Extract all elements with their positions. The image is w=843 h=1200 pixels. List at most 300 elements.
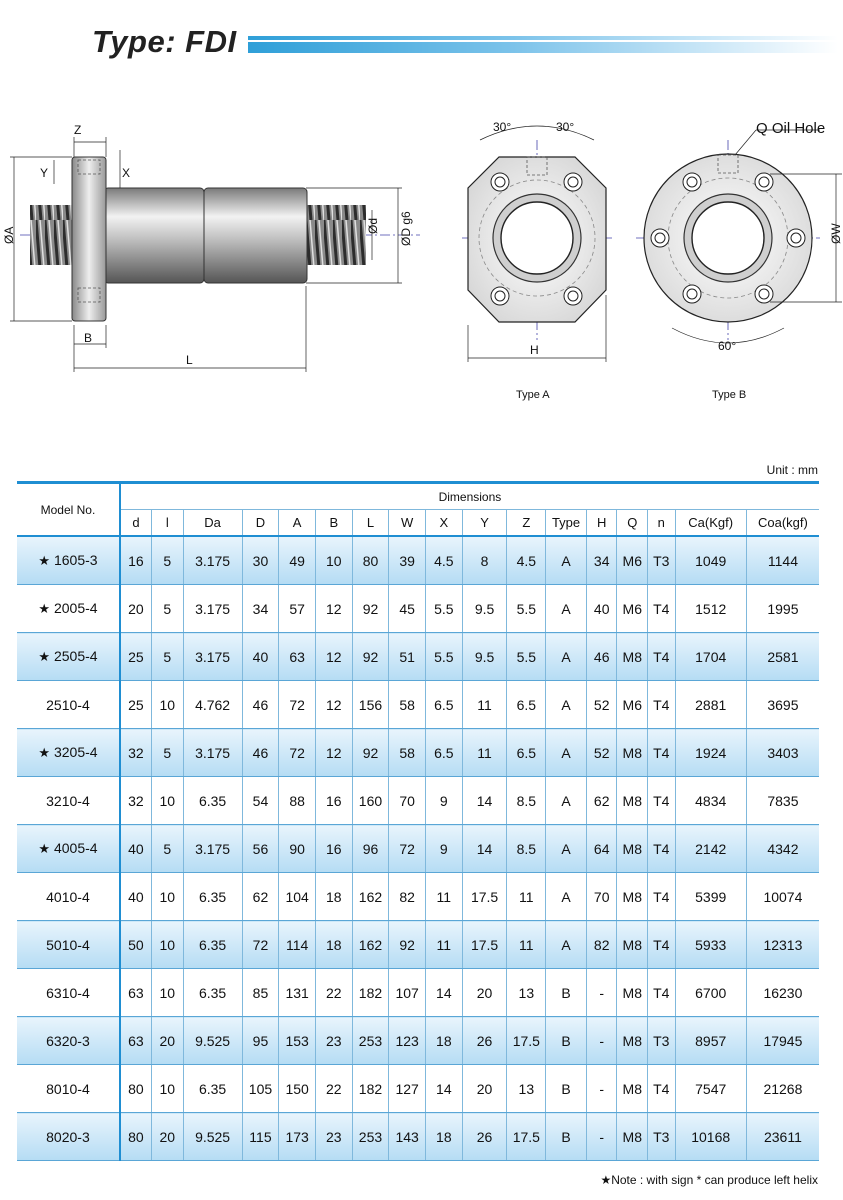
page-header [0,0,843,80]
table-cell: 17.5 [462,921,507,969]
table-row [17,873,819,921]
table-cell: 72 [279,729,316,777]
table-cell: 104 [279,873,316,921]
model-number: 2505-4 [53,648,98,664]
table-cell: M8 [617,633,648,681]
table-cell: 6.35 [183,921,242,969]
model-number: 4005-4 [53,840,98,856]
column-header: B [315,510,352,537]
label-x: X [122,166,131,180]
table-cell: M6 [617,585,648,633]
nut-body-right [204,188,307,283]
table-cell: 2881 [675,681,746,729]
table-cell: 1995 [746,585,819,633]
model-cell [17,633,120,681]
table-cell: 7547 [675,1065,746,1113]
table-cell: 1144 [746,536,819,585]
star-icon: ★ [38,601,50,616]
table-cell: 10 [151,681,183,729]
table-cell: 6.35 [183,777,242,825]
table-cell: M8 [617,921,648,969]
table-cell: T4 [648,585,676,633]
table-cell: 4.5 [507,536,546,585]
table-cell: 62 [586,777,617,825]
column-header: Da [183,510,242,537]
table-cell: 11 [507,873,546,921]
table-cell: M8 [617,873,648,921]
type-b-view [636,120,843,401]
column-header: X [425,510,462,537]
table-cell: B [546,1017,587,1065]
model-number: 8010-4 [46,1080,90,1097]
table-cell: 4.762 [183,681,242,729]
table-cell: 10 [151,969,183,1017]
table-cell: 17.5 [507,1017,546,1065]
table-cell: 3.175 [183,633,242,681]
table-cell: 5 [151,633,183,681]
table-cell: 12 [315,729,352,777]
column-header-model: Model No. [17,483,120,537]
table-cell: 20 [151,1017,183,1065]
table-cell: - [586,1017,617,1065]
nut-body-left [104,188,204,283]
table-cell: 82 [586,921,617,969]
table-cell: 20 [151,1113,183,1161]
table-cell: M8 [617,825,648,873]
table-cell: 92 [352,585,389,633]
table-cell: 131 [279,969,316,1017]
table-cell: 6.5 [507,729,546,777]
table-cell: 16 [120,536,152,585]
table-cell: 64 [586,825,617,873]
table-row [17,729,819,777]
table-cell: B [546,1065,587,1113]
table-cell: 20 [462,1065,507,1113]
table-cell: 63 [120,1017,152,1065]
table-cell: 11 [507,921,546,969]
table-cell: 70 [389,777,426,825]
screw-shaft-right [306,205,366,265]
table-cell: - [586,1065,617,1113]
table-cell: 63 [120,969,152,1017]
table-cell: 115 [242,1113,279,1161]
table-cell: 13 [507,1065,546,1113]
table-cell: 1049 [675,536,746,585]
table-cell: 9.525 [183,1113,242,1161]
table-cell: 45 [389,585,426,633]
table-cell: 56 [242,825,279,873]
star-icon: ★ [38,553,50,568]
table-cell: 18 [425,1017,462,1065]
table-cell: 253 [352,1113,389,1161]
column-group-dimensions: Dimensions [120,483,819,510]
table-cell: 18 [425,1113,462,1161]
table-cell: 25 [120,633,152,681]
table-cell: 1704 [675,633,746,681]
star-icon: ★ [38,649,50,664]
table-cell: T4 [648,969,676,1017]
table-cell: 72 [242,921,279,969]
table-cell: 3403 [746,729,819,777]
table-cell: 4834 [675,777,746,825]
table-cell: 21268 [746,1065,819,1113]
table-cell: 85 [242,969,279,1017]
table-cell: 1924 [675,729,746,777]
unit-label: Unit : mm [766,463,818,477]
table-cell: 58 [389,681,426,729]
table-cell: - [586,969,617,1017]
table-cell: B [546,1113,587,1161]
label-z: Z [74,123,82,137]
table-row [17,777,819,825]
caption-type-b: Type B [712,389,747,401]
technical-drawing [0,100,843,420]
table-cell: 72 [279,681,316,729]
table-cell: 6.35 [183,969,242,1017]
table-cell: 5 [151,825,183,873]
table-cell: 253 [352,1017,389,1065]
label-diameter-dg6: ØD g6 [399,211,413,246]
caption-type-a: Type A [516,389,550,401]
table-cell: 17.5 [507,1113,546,1161]
table-cell: 12313 [746,921,819,969]
label-b: B [84,331,93,345]
table-cell: 150 [279,1065,316,1113]
table-cell: M8 [617,777,648,825]
table-cell: T4 [648,921,676,969]
table-cell: 5 [151,729,183,777]
table-cell: 23 [315,1113,352,1161]
model-number: 8020-3 [46,1128,90,1145]
table-cell: M8 [617,1017,648,1065]
model-number: 2005-4 [53,600,98,616]
table-cell: 32 [120,777,152,825]
table-cell: T4 [648,1065,676,1113]
table-cell: 95 [242,1017,279,1065]
model-cell [17,729,120,777]
table-cell: 13 [507,969,546,1017]
table-cell: 6700 [675,969,746,1017]
model-number: 6310-4 [46,984,90,1001]
table-cell: 10 [151,777,183,825]
label-angle-left: 30° [493,120,512,134]
table-cell: 8.5 [507,825,546,873]
table-cell: 10 [151,873,183,921]
table-cell: 5.5 [425,633,462,681]
table-cell: M8 [617,1065,648,1113]
model-cell [17,1017,120,1065]
table-cell: 92 [352,729,389,777]
model-cell [17,536,120,585]
table-cell: 16 [315,825,352,873]
table-cell: 5933 [675,921,746,969]
table-row [17,633,819,681]
table-cell: 22 [315,969,352,1017]
table-cell: 80 [120,1065,152,1113]
table-cell: 82 [389,873,426,921]
table-cell: 5399 [675,873,746,921]
table-row [17,585,819,633]
table-cell: T3 [648,1017,676,1065]
column-header: D [242,510,279,537]
table-row [17,536,819,585]
table-cell: T4 [648,873,676,921]
table-cell: T3 [648,1113,676,1161]
table-cell: 9.525 [183,1017,242,1065]
table-cell: 10 [151,921,183,969]
label-angle-60: 60° [718,339,737,353]
table-row [17,921,819,969]
table-cell: 10 [151,1065,183,1113]
table-cell: 11 [425,873,462,921]
table-cell: 5.5 [507,585,546,633]
table-cell: 17945 [746,1017,819,1065]
table-cell: 17.5 [462,873,507,921]
table-cell: M8 [617,729,648,777]
table-cell: M8 [617,1113,648,1161]
table-cell: 54 [242,777,279,825]
label-oil-hole: Q Oil Hole [756,120,826,137]
side-view [2,123,420,372]
table-cell: B [546,969,587,1017]
table-cell: 114 [279,921,316,969]
table-cell: 12 [315,633,352,681]
table-cell: 46 [242,729,279,777]
table-cell: 46 [242,681,279,729]
table-cell: 7835 [746,777,819,825]
table-cell: 6.5 [507,681,546,729]
table-cell: 6.5 [425,729,462,777]
table-cell: 8.5 [507,777,546,825]
table-cell: 3695 [746,681,819,729]
table-cell: 14 [462,777,507,825]
spec-table [17,481,819,1161]
column-header: Q [617,510,648,537]
table-cell: A [546,585,587,633]
model-cell [17,825,120,873]
table-cell: T4 [648,777,676,825]
table-cell: 34 [586,536,617,585]
table-cell: 46 [586,633,617,681]
table-cell: 2581 [746,633,819,681]
table-cell: 16230 [746,969,819,1017]
table-cell: A [546,921,587,969]
column-header: Z [507,510,546,537]
table-cell: 16 [315,777,352,825]
table-cell: 9.5 [462,585,507,633]
table-cell: 12 [315,681,352,729]
column-header: Coa(kgf) [746,510,819,537]
column-header: l [151,510,183,537]
table-cell: 4.5 [425,536,462,585]
star-icon: ★ [38,745,50,760]
table-row [17,681,819,729]
table-cell: 23 [315,1017,352,1065]
table-cell: 92 [352,633,389,681]
table-cell: 25 [120,681,152,729]
model-number: 4010-4 [46,888,90,905]
table-cell: 40 [120,825,152,873]
label-l: L [186,353,193,367]
column-header: n [648,510,676,537]
table-cell: 2142 [675,825,746,873]
table-cell: 6.5 [425,681,462,729]
table-cell: 143 [389,1113,426,1161]
table-cell: 96 [352,825,389,873]
column-header: Y [462,510,507,537]
column-header: W [389,510,426,537]
column-header: L [352,510,389,537]
column-header: A [279,510,316,537]
table-cell: T4 [648,633,676,681]
table-cell: 8957 [675,1017,746,1065]
table-cell: T4 [648,729,676,777]
table-cell: 49 [279,536,316,585]
model-number: 3205-4 [53,744,98,760]
model-number: 6320-3 [46,1032,90,1049]
table-cell: 160 [352,777,389,825]
table-cell: 11 [462,729,507,777]
table-cell: 9.5 [462,633,507,681]
model-number: 3210-4 [46,792,90,809]
table-cell: 162 [352,873,389,921]
table-cell: 3.175 [183,729,242,777]
label-h: H [530,343,539,357]
table-cell: 92 [389,921,426,969]
table-cell: 105 [242,1065,279,1113]
table-cell: M8 [617,969,648,1017]
table-cell: 6.35 [183,1065,242,1113]
table-cell: 11 [462,681,507,729]
table-cell: 10168 [675,1113,746,1161]
table-cell: 90 [279,825,316,873]
table-cell: A [546,777,587,825]
label-diameter-w: ØW [829,223,843,244]
model-cell [17,1113,120,1161]
table-cell: M6 [617,681,648,729]
label-diameter-a: ØA [2,226,16,244]
table-cell: A [546,536,587,585]
model-cell [17,873,120,921]
table-cell: 153 [279,1017,316,1065]
table-cell: 52 [586,729,617,777]
table-cell: 20 [462,969,507,1017]
table-cell: 5.5 [425,585,462,633]
table-cell: 3.175 [183,585,242,633]
column-header: Ca(Kgf) [675,510,746,537]
table-row [17,1065,819,1113]
table-cell: A [546,873,587,921]
table-cell: 18 [315,921,352,969]
label-angle-right: 30° [556,120,575,134]
table-cell: 52 [586,681,617,729]
table-cell: 14 [425,1065,462,1113]
table-cell: A [546,825,587,873]
table-cell: 62 [242,873,279,921]
table-cell: 5 [151,585,183,633]
table-cell: 11 [425,921,462,969]
table-cell: - [586,1113,617,1161]
table-cell: 51 [389,633,426,681]
column-header: H [586,510,617,537]
table-cell: 34 [242,585,279,633]
table-cell: 40 [242,633,279,681]
table-cell: 14 [462,825,507,873]
table-cell: 80 [352,536,389,585]
table-cell: 72 [389,825,426,873]
column-header: d [120,510,152,537]
table-cell: 8 [462,536,507,585]
table-cell: 22 [315,1065,352,1113]
table-cell: 182 [352,969,389,1017]
model-cell [17,681,120,729]
footnote: ★Note : with sign * can produce left helix [600,1173,818,1187]
page-title: Type: FDI [92,24,237,59]
table-cell: 50 [120,921,152,969]
table-cell: A [546,633,587,681]
table-cell: T4 [648,825,676,873]
label-diameter-d: Ød [366,217,380,234]
table-cell: 20 [120,585,152,633]
model-cell [17,777,120,825]
table-cell: 26 [462,1017,507,1065]
table-cell: 14 [425,969,462,1017]
table-cell: 63 [279,633,316,681]
model-number: 1605-3 [53,552,98,568]
table-cell: 3.175 [183,536,242,585]
table-cell: 9 [425,825,462,873]
table-cell: 156 [352,681,389,729]
table-cell: 88 [279,777,316,825]
table-cell: 40 [120,873,152,921]
table-cell: 18 [315,873,352,921]
model-cell [17,969,120,1017]
model-cell [17,585,120,633]
table-cell: 182 [352,1065,389,1113]
table-cell: 10074 [746,873,819,921]
nut-flange [72,157,106,321]
table-cell: 80 [120,1113,152,1161]
table-cell: 162 [352,921,389,969]
table-cell: 23611 [746,1113,819,1161]
table-cell: 12 [315,585,352,633]
table-row [17,969,819,1017]
table-row [17,1113,819,1161]
table-cell: M6 [617,536,648,585]
table-cell: T4 [648,681,676,729]
table-cell: 4342 [746,825,819,873]
table-cell: 5 [151,536,183,585]
star-icon: ★ [38,841,50,856]
table-cell: 1512 [675,585,746,633]
table-cell: 3.175 [183,825,242,873]
table-cell: 10 [315,536,352,585]
table-cell: 127 [389,1065,426,1113]
table-cell: 58 [389,729,426,777]
table-cell: 39 [389,536,426,585]
table-cell: 30 [242,536,279,585]
table-cell: 5.5 [507,633,546,681]
model-cell [17,1065,120,1113]
table-cell: 107 [389,969,426,1017]
table-cell: 40 [586,585,617,633]
model-number: 2510-4 [46,696,90,713]
table-cell: 26 [462,1113,507,1161]
column-header: Type [546,510,587,537]
table-cell: 6.35 [183,873,242,921]
model-cell [17,921,120,969]
table-cell: 9 [425,777,462,825]
